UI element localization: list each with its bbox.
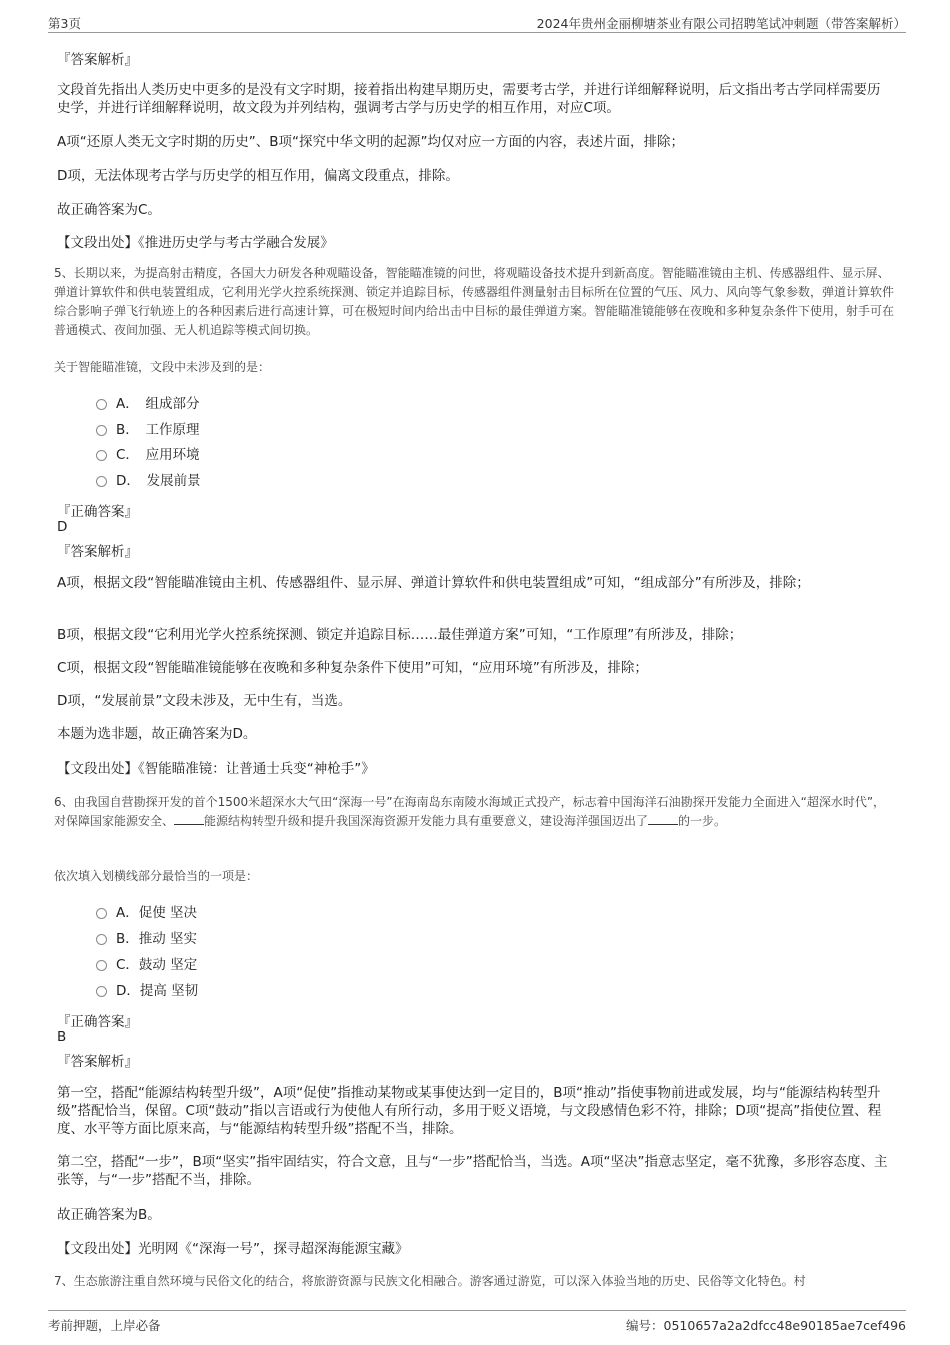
q6-option-d-label: D．提高 坚韧 (116, 983, 199, 999)
q6-source: 【文段出处】光明网《“深海一号”，探寻超深海能源宝藏》 (57, 1241, 409, 1257)
q5-question: 关于智能瞄准镜，文段中未涉及到的是： (54, 360, 271, 374)
q7-stem: 7、生态旅游注重自然环境与民俗文化的结合，将旅游资源与民族文化相融合。游客通过游览，可以深入体验当地的历史、民俗等文化特色。村 (54, 1274, 806, 1288)
q6-option-b[interactable] (96, 929, 197, 949)
q6-option-b-label: B．推动 坚实 (116, 931, 198, 947)
footer-slogan: 考前押题，上岸必备 (48, 1318, 161, 1333)
q6-stem-part2: 能源结构转型升级和提升我国深海资源开发能力具有重要意义，建设海洋强国迈出了 (204, 814, 649, 828)
q5-option-a[interactable] (96, 394, 200, 414)
page-number: 第3页 (48, 16, 81, 31)
q6-stem (54, 793, 896, 831)
q5-option-c[interactable] (96, 445, 200, 465)
q4-source: 【文段出处】《推进历史学与考古学融合发展》 (57, 235, 334, 251)
radio-icon (96, 908, 107, 919)
radio-icon (96, 986, 107, 997)
document-code: 编号：0510657a2a2dfcc48e90185ae7cef496 (626, 1318, 906, 1333)
q4-analysis-p4: 故正确答案为C。 (57, 202, 161, 218)
q6-answer-label: 『正确答案』 (57, 1014, 138, 1030)
q5-option-d-label: D． 发展前景 (116, 473, 201, 489)
q4-analysis-label: 『答案解析』 (57, 52, 138, 68)
q5-option-d[interactable] (96, 471, 201, 491)
q5-option-a-label: A． 组成部分 (116, 396, 200, 412)
q5-analysis-label: 『答案解析』 (57, 544, 138, 560)
q6-analysis-p1: 第一空，搭配“能源结构转型升级”，A项“促使”指推动某物或某事使达到一定目的，B项“推动”指使事物前进或发展，均与“能源结构转型升级”搭配恰当，保留。C项“鼓动”指以言语或行为使他人有所行动，多用于贬义语境，与文段感情色彩不符，排除；D项“提高”指使位置、程度、水平等方面比原来高，与“能源结构转型升级”搭配不当，排除。 (57, 1085, 882, 1137)
q5-analysis-a: A项，根据文段“智能瞄准镜由主机、传感器组件、显示屏、弹道计算软件和供电装置组成”可知，“组成部分”有所涉及，排除； (57, 575, 810, 591)
q5-stem: 5、长期以来，为提高射击精度，各国大力研发各种观瞄设备，智能瞄准镜的问世，将观瞄设备技术提升到新高度。智能瞄准镜由主机、传感器组件、显示屏、弹道计算软件和供电装置组成，它利用光学火控系统探测、锁定并追踪目标，传感器组件测量射击目标所在位置的气压、风力、风向等气象参数，弹道计算软件综合影响子弹飞行轨迹上的各种因素后进行高速计算，可在极短时间内给出击中目标的最佳弹道方案。智能瞄准镜能够在夜晚和多种复杂条件下使用，射手可在普通模式、夜间加强、无人机追踪等模式间切换。 (54, 266, 895, 337)
document-title: 2024年贵州金丽柳塘茶业有限公司招聘笔试冲刺题（带答案解析） (536, 16, 906, 31)
q6-conclusion: 故正确答案为B。 (57, 1207, 161, 1223)
q5-answer-label: 『正确答案』 (57, 504, 138, 520)
q6-answer: B (57, 1029, 67, 1045)
page-footer (48, 1310, 906, 1335)
q5-analysis-d: D项，“发展前景”文段未涉及，无中生有，当选。 (57, 693, 352, 709)
radio-icon (96, 476, 107, 487)
q6-option-c-label: C．鼓动 坚定 (116, 957, 198, 973)
q5-analysis-b: B项，根据文段“它利用光学火控系统探测、锁定并追踪目标……最佳弹道方案”可知，“工作原理”有所涉及，排除； (57, 627, 743, 643)
q5-analysis-c: C项，根据文段“智能瞄准镜能够在夜晚和多种复杂条件下使用”可知，“应用环境”有所涉及，排除； (57, 660, 648, 676)
q5-option-b[interactable] (96, 420, 200, 440)
q6-option-d[interactable] (96, 981, 198, 1001)
blank-line (648, 812, 678, 825)
q6-stem-part1: 6、由我国自营勘探开发的首个1500米超深水大气田“深海一号”在海南岛东南陵水海域正式投产，标志着中国海洋石油勘探开发能力全面进入“超深水时代”，对保障国家能源安全、 (54, 795, 886, 828)
q6-option-c[interactable] (96, 955, 197, 975)
q5-option-c-label: C． 应用环境 (116, 447, 200, 463)
q5-answer: D (57, 519, 68, 535)
q4-analysis-p2: A项“还原人类无文字时期的历史”、B项“探究中华文明的起源”均仅对应一方面的内容，表述片面，排除； (57, 134, 684, 150)
q5-option-b-label: B． 工作原理 (116, 422, 200, 438)
q6-analysis-p2: 第二空，搭配“一步”，B项“坚实”指牢固结实，符合文意，且与“一步”搭配恰当，当选。A项“坚决”指意志坚定，毫不犹豫，多形容态度、主张等，与“一步”搭配不当，排除。 (57, 1154, 888, 1188)
q6-option-a[interactable] (96, 903, 197, 923)
q4-analysis-p3: D项，无法体现考古学与历史学的相互作用，偏离文段重点，排除。 (57, 168, 459, 184)
page-header (48, 12, 906, 33)
q4-analysis-p1: 文段首先指出人类历史中更多的是没有文字时期，接着指出构建早期历史，需要考古学，并进行详细解释说明，后文指出考古学同样需要历史学，并进行详细解释说明，故文段为并列结构，强调考古学与历史学的相互作用，对应C项。 (57, 82, 881, 116)
q6-option-a-label: A．促使 坚决 (116, 905, 198, 921)
q5-source: 【文段出处】《智能瞄准镜：让普通士兵变“神枪手”》 (57, 761, 375, 777)
q6-analysis-label: 『答案解析』 (57, 1054, 138, 1070)
radio-icon (96, 960, 107, 971)
q6-stem-part3: 的一步。 (678, 814, 727, 828)
blank-line (174, 812, 204, 825)
radio-icon (96, 425, 107, 436)
radio-icon (96, 934, 107, 945)
radio-icon (96, 399, 107, 410)
radio-icon (96, 450, 107, 461)
q6-question: 依次填入划横线部分最恰当的一项是： (54, 869, 259, 883)
q5-conclusion: 本题为选非题，故正确答案为D。 (57, 726, 257, 742)
